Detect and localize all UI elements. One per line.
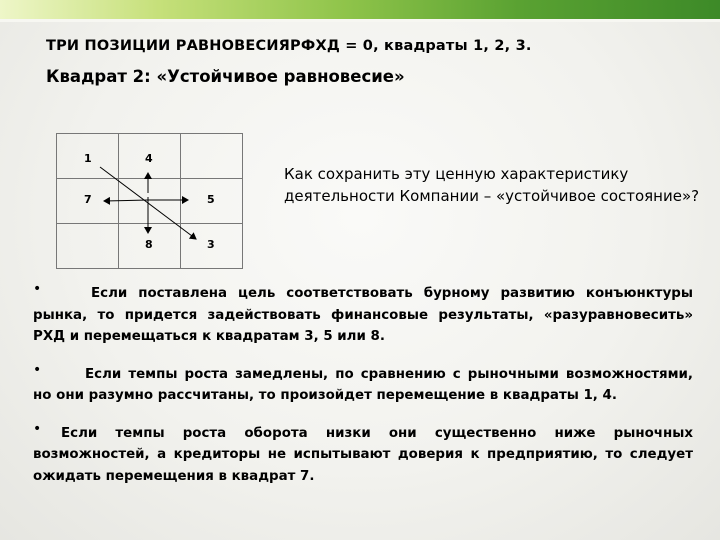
- bullet-text: Если поставлена цель соответствовать бурному развитию конъюнктуры рынка, то придется задействовать финансовые результаты, «разуравновесить» РХД и перемещаться к квадратам 3, 5 или 8.: [33, 286, 693, 344]
- title-part2: РФХД = 0, квадраты 1, 2, 3.: [290, 38, 532, 54]
- title-part1: ТРИ ПОЗИЦИИ РАВНОВЕСИЯ: [46, 38, 291, 54]
- bullet-item: [33, 283, 693, 348]
- bullet-text: Если темпы роста замедлены, по сравнению с рыночными возможностями, но они разумно рассчитаны, то произойдет перемещение в квадраты 1, 4.: [33, 366, 693, 403]
- cell-label-7: 7: [84, 193, 92, 206]
- bullet-text: Если темпы роста оборота низки они существенно ниже рыночных возможностей, а кредиторы не испытывают доверия к предприятию, то следует ожидать перемещения в квадрат 7.: [33, 425, 693, 484]
- cell-label-8: 8: [145, 238, 153, 251]
- cell-label-3: 3: [207, 238, 215, 251]
- bullet-list: [33, 283, 693, 503]
- cell-label-5: 5: [207, 193, 215, 206]
- bullet-item: [33, 361, 693, 407]
- question-text: Как сохранить эту ценную характеристику деятельности Компании – «устойчивое состояние»?: [284, 165, 700, 205]
- bullet-marker: •: [33, 361, 42, 378]
- bullet-item: [33, 420, 693, 488]
- bullet-marker: •: [33, 420, 42, 437]
- top-decorative-band: [0, 0, 720, 22]
- slide-title: [46, 38, 706, 54]
- slide-subtitle: Квадрат 2: «Устойчивое равновесие»: [46, 67, 405, 86]
- equilibrium-grid: [56, 133, 241, 267]
- grid-arrows: [56, 133, 241, 267]
- cell-label-4: 4: [145, 152, 153, 165]
- cell-label-1: 1: [84, 152, 92, 165]
- arrow-left: [104, 200, 148, 201]
- bullet-marker: •: [33, 281, 42, 297]
